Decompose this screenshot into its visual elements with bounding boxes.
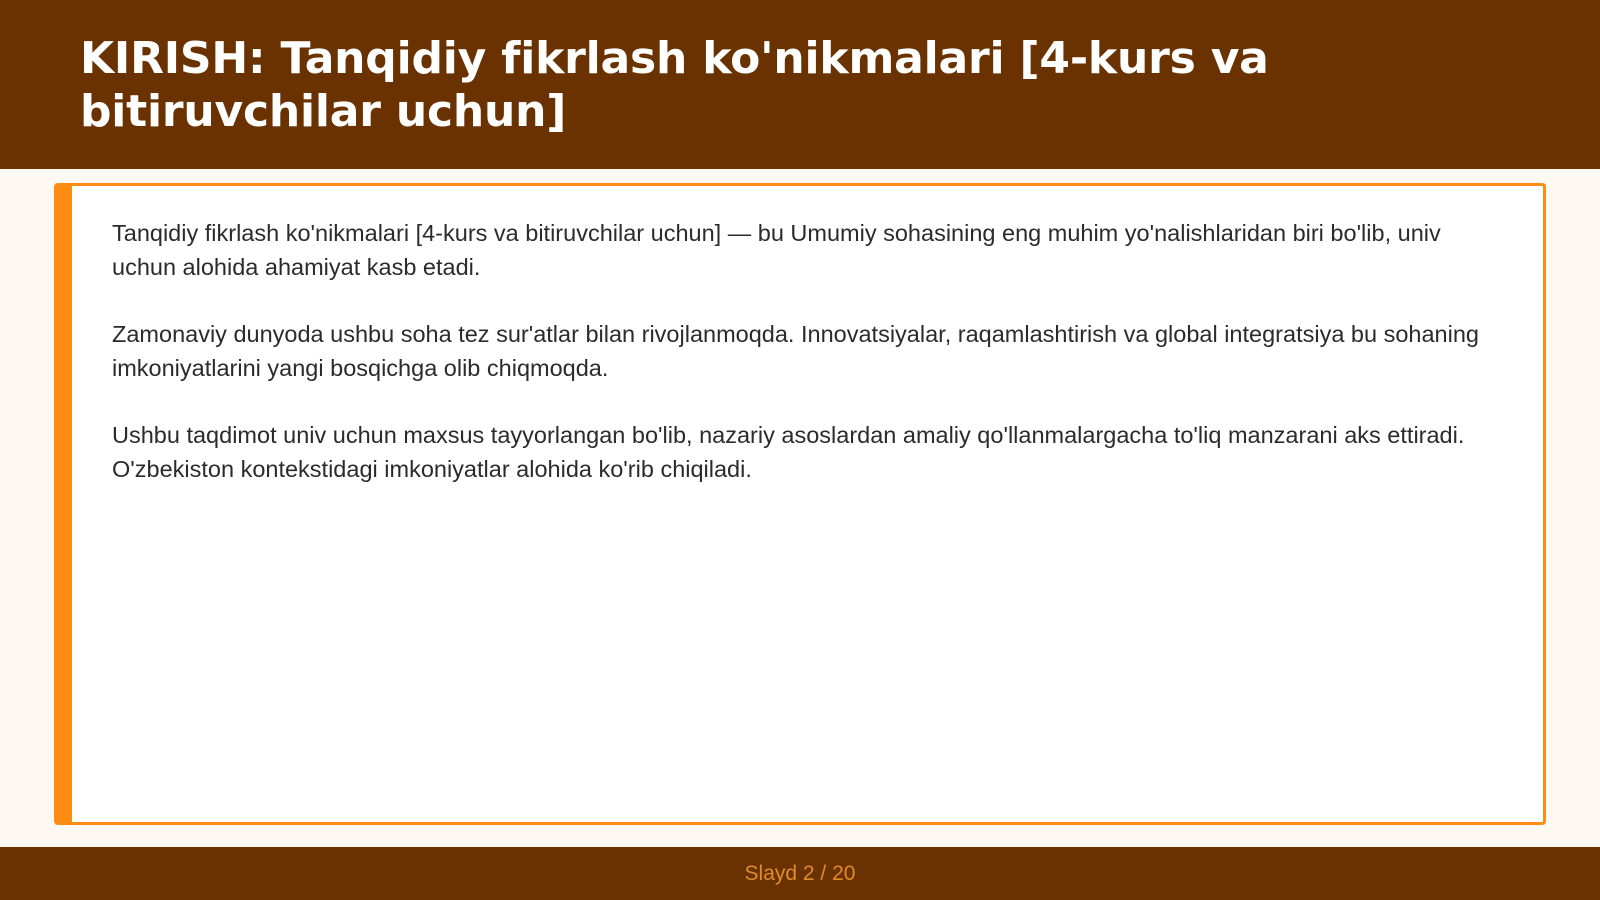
content-card <box>54 183 1546 825</box>
slide-header <box>0 0 1600 169</box>
purpose-paragraph: Ushbu taqdimot univ uchun maxsus tayyorlangan bo'lib, nazariy asoslardan amaliy qo'llanmalargacha to'liq manzarani aks ettiradi. O'zbekiston kontekstidagi imkoniyatlar alohida ko'rib chiqiladi. <box>112 422 1465 482</box>
intro-paragraph: Tanqidiy fikrlash ko'nikmalari [4-kurs va bitiruvchilar uchun] — bu Umumiy sohasining eng muhim yo'nalishlaridan biri bo'lib, univ uchun alohida ahamiyat kasb etadi. <box>112 220 1441 280</box>
slide-title: KIRISH: Tanqidiy fikrlash ko'nikmalari [4-kurs va bitiruvchilar uchun] <box>80 33 1269 137</box>
slide-counter: Slayd 2 / 20 <box>744 861 856 885</box>
slide-footer <box>0 847 1600 900</box>
context-paragraph: Zamonaviy dunyoda ushbu soha tez sur'atlar bilan rivojlanmoqda. Innovatsiyalar, raqamlashtirish va global integratsiya bu sohaning imkoniyatlarini yangi bosqichga olib chiqmoqda. <box>112 321 1479 381</box>
